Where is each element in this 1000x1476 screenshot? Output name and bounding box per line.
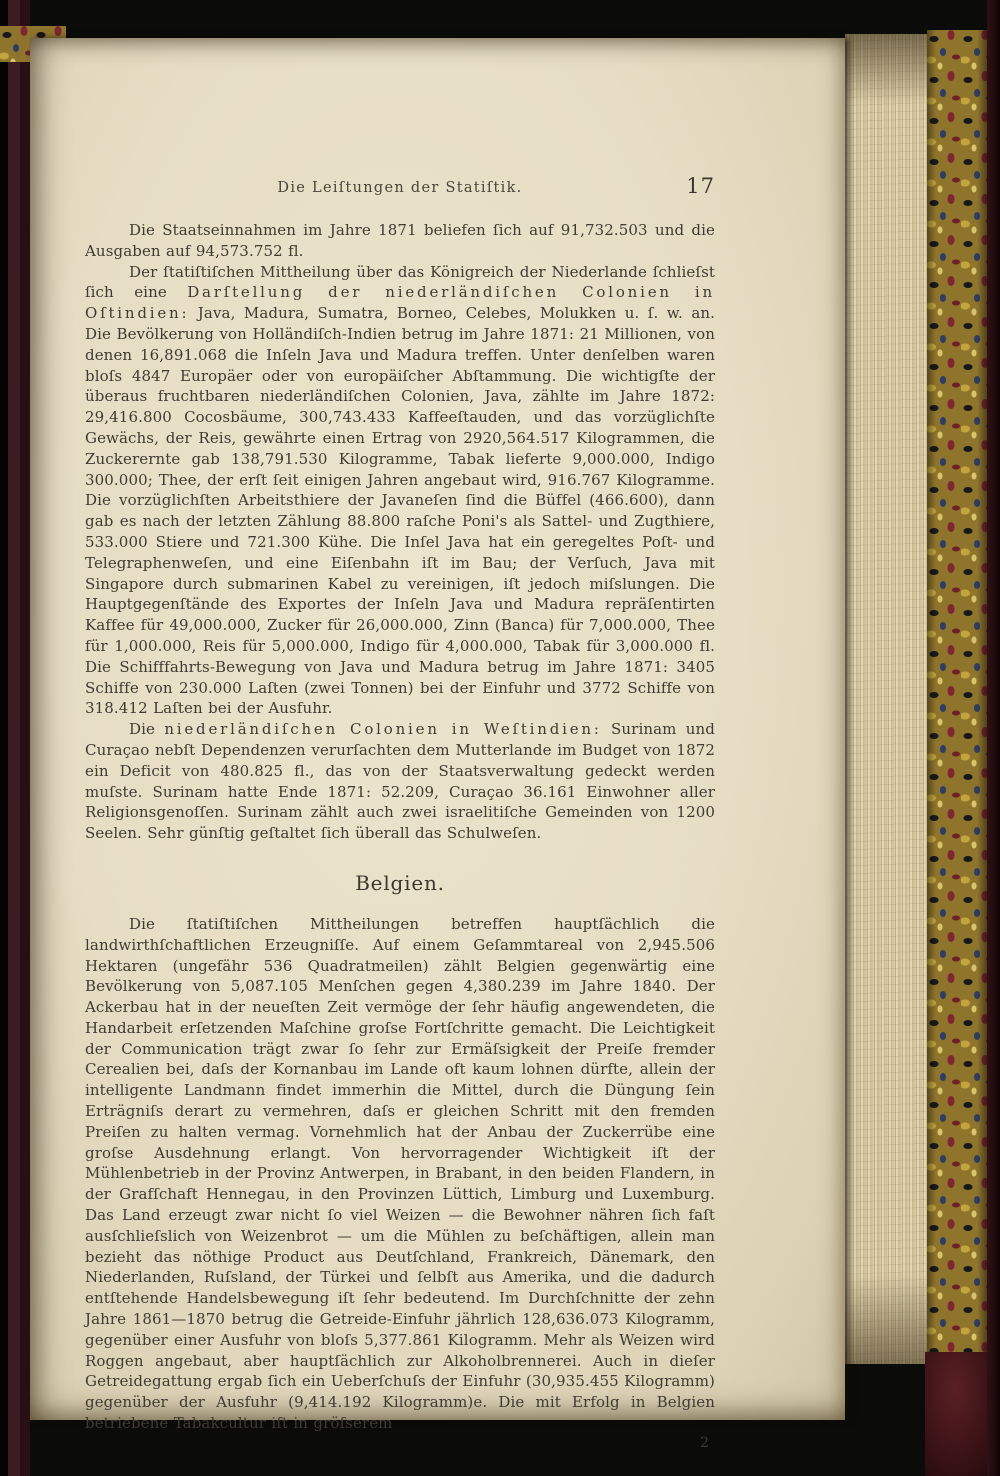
paragraph-dutch-east-indies (85, 262, 715, 720)
paragraph-belgium: Die ſtatiſtiſchen Mittheilungen betreffen hauptſächlich die landwirthſchaftlichen Erzeugniſſe. Auf einem Geſammtareal von 2,945.506 Hektaren (ungefähr 536 Quadratmeilen) zählt Belgien gegenwärtig eine Bevölkerung von 5,087.105 Menſchen gegen 4,380.239 im Jahre 1840. Der Ackerbau hat in der neueſten Zeit vermöge der ſehr häufig angewendeten, die Handarbeit erſetzenden Maſchine groſse Fortſchritte gemacht. Die Leichtigkeit der Communication trägt zwar ſo ſehr zur Ermäſsigkeit der Preiſe fremder Cerealien bei, daſs der Kornanbau im Lande oft kaum lohnen dürfte, allein der intelligente Landmann findet immerhin die Mittel, durch die Düngung ſein Erträgniſs derart zu vermehren, daſs er gleichen Schritt mit den fremden Preiſen zu halten vermag. Vornehmlich hat der Anbau der Zuckerrübe eine groſse Ausdehnung erlangt. Von hervorragender Wichtigkeit iſt der Mühlenbetrieb in der Provinz Antwerpen, in Brabant, in den beiden Flandern, in der Grafſchaft Hennegau, in den Provinzen Lüttich, Limburg und Luxemburg. Das Land erzeugt zwar nicht ſo viel Weizen — die Bewohner nähren ſich faſt ausſchlieſslich von Weizenbrot — um die Mühlen zu beſchäftigen, allein man bezieht das nöthige Product aus Deutſchland, Frankreich, Dänemark, den Niederlanden, Ruſsland, der Türkei und ſelbſt aus Amerika, und die dadurch entſtehende Handelsbewegung iſt ſehr bedeutend. Im Durchſchnitte der zehn Jahre 1861—1870 betrug die Getreide-Einfuhr jährlich 128,636.073 Kilogramm, gegenüber einer Ausfuhr von bloſs 5,377.861 Kilogramm. Mehr als Weizen wird Roggen angebaut, aber hauptſächlich zur Alkoholbrennerei. Auch in dieſer Getreidegattung ergab ſich ein Ueberſchuſs der Einfuhr (30,935.455 Kilogramm) gegenüber der Ausfuhr (9,414.192 Kilogramm)e. Die mit Erfolg in Belgien betriebene Tabakcultur iſt in gröſserem (85, 914, 715, 1433)
heading-belgien: Belgien. (355, 870, 445, 895)
paragraph-text: Der ſtatiſtiſchen Mittheilung über das Königreich der Niederlande ſchlieſst ſich eine (85, 262, 715, 302)
paragraph-dutch-west-indies (85, 719, 715, 844)
page-number: 17 (686, 174, 715, 198)
paragraph-text: Java, Madura, Sumatra, Borneo, Celebes, Molukken u. ſ. w. an. Die Bevölkerung von Holländiſch-Indien betrug im Jahre 1871: 21 Millionen, von denen 16,891.068 die Inſeln Java und Madura treffen. Unter denſelben waren bloſs 4847 Europäer oder von europäiſcher Abſtammung. Die wichtigſte der überaus fruchtbaren niederländiſchen Colonien, Java, zählte im Jahre 1872: 29,416.800 Cocosbäume, 300,743.433 Kaffeeſtauden, und das vorzüglichſte Gewächs, der Reis, gewährte einen Ertrag von 2920,564.517 Kilogrammen, die Zuckerernte gab 138,791.530 Kilogramme, Tabak lieferte 9,000.000, Indigo 300.000; Thee, der erſt ſeit einigen Jahren angebaut wird, 916.767 Kilogramme. Die vorzüglichſten Arbeitsthiere der Javaneſen ſind die Büffel (466.600), dann gab es nach der letzten Zählung 88.800 raſche Poni's als Sattel- und Zugthiere, 533.000 Stiere und 721.300 Kühe. Die Inſel Java hat ein geregeltes Poſt- und Telegraphenweſen, und eine Eiſenbahn iſt im Bau; der Verſuch, Java mit Singapore durch submarinen Kabel zu vereinigen, iſt jedoch miſslungen. Die Hauptgegenſtände des Exportes der Inſeln Java und Madura repräſentirten Kaffee für 49,000.000, Zucker für 26,000.000, Zinn (Banca) für 7,000.000, Thee für 1,000.000, Reis für 5,000.000, Indigo für 4,000.000, Tabak für 3,000.000 fl. Die Schifffahrts-Bewegung von Java und Madura betrug im Jahre 1871: 3405 Schiffe von 230.000 Laſten (zwei Tonnen) bei der Einfuhr und 3772 Schiffe von 318.412 Laſten bei der Ausfuhr. (85, 304, 715, 718)
marbled-cover-edge (927, 30, 987, 1352)
page-header (85, 174, 715, 206)
paragraph-text: Surinam und Curaçao nebſt Dependenzen verurſachten dem Mutterlande im Budget von 1872 ein Deficit von 480.825 fl., das von der Staatsverwaltung gedeckt werden muſste. Surinam hatte Ende 1871: 52.209, Curaçao 36.161 Einwohner aller Religionsgenoſſen. Surinam zählt auch zwei israelitiſche Gemeinden von 1200 Seelen. Sehr günſtig geſtaltet ſich überall das Schulweſen. (85, 720, 715, 843)
book-binding-left (0, 0, 30, 1476)
running-title: Die Leiſtungen der Statiſtik. (277, 180, 523, 196)
paragraph-state-finances: Die Staatseinnahmen im Jahre 1871 beliefen ſich auf 91,732.503 und die Ausgaben auf 94,573.752 fl. (85, 221, 715, 260)
signature-mark: 2 (700, 1434, 709, 1451)
emphasized-text: Darſtellung der niederländiſchen Colonien in Oſtindien: (85, 283, 715, 323)
emphasized-text: niederländiſchen Colonien in Weſtindien: (164, 720, 602, 739)
page-edge-stack (845, 34, 927, 1364)
book-binding-right (987, 0, 1000, 1476)
paragraph-text: Die (129, 720, 165, 739)
text-block (85, 174, 715, 1451)
book-page (30, 38, 845, 1451)
